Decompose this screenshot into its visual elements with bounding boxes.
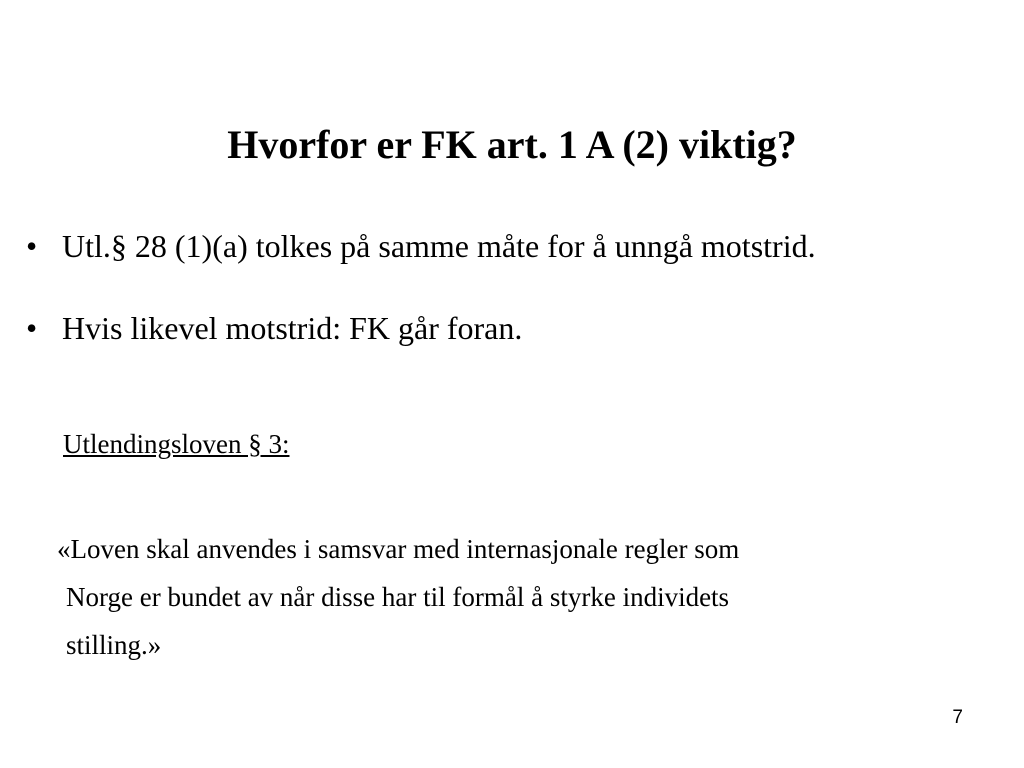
quote-line: stilling.»	[66, 630, 162, 660]
bullet-icon: •	[26, 310, 38, 346]
quote-line: «Loven skal anvendes i samsvar med internasjonale regler som	[57, 534, 740, 564]
bullet-list	[26, 222, 816, 386]
bullet-icon: •	[26, 228, 38, 264]
law-quote	[57, 525, 739, 669]
bullet-text: Utl.§ 28 (1)(a) tolkes på samme måte for å unngå motstrid.	[62, 228, 816, 264]
quote-line: Norge er bundet av når disse har til formål å styrke individets	[66, 582, 730, 612]
slide-title: Hvorfor er FK art. 1 A (2) viktig?	[227, 122, 797, 167]
slide-number: 7	[952, 707, 963, 728]
bullet-text: Hvis likevel motstrid: FK går foran.	[62, 310, 523, 346]
bullet-item	[26, 304, 816, 352]
bullet-item	[26, 222, 816, 270]
law-heading: Utlendingsloven § 3:	[63, 429, 290, 459]
